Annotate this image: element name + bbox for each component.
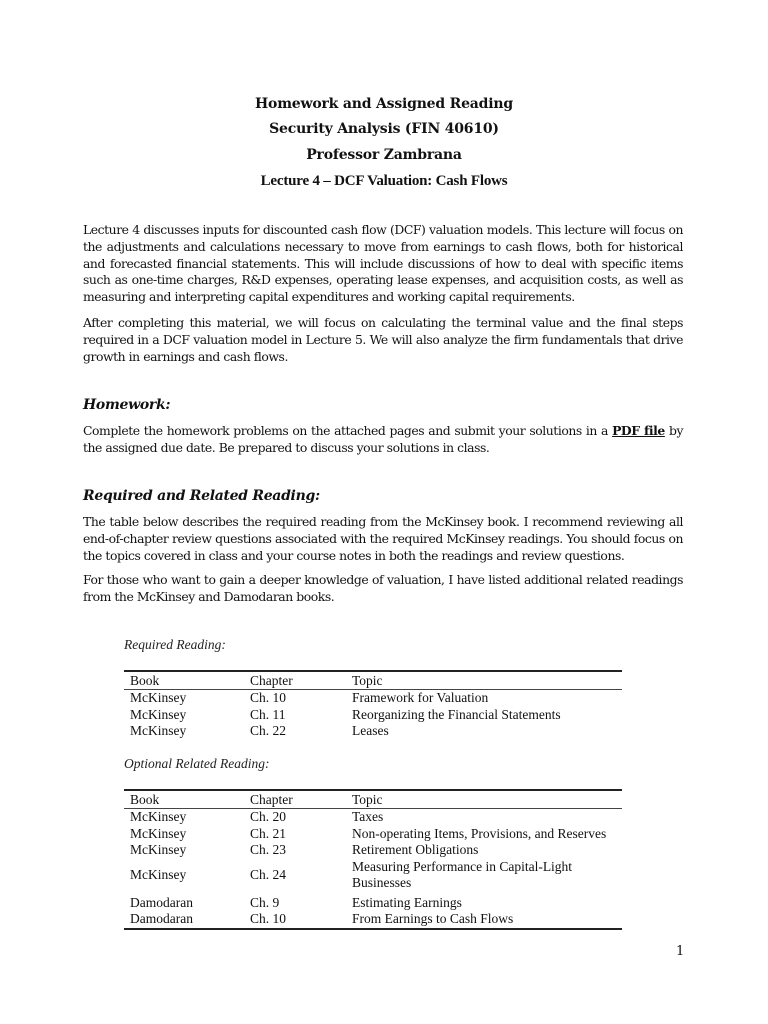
cell-topic: Leases bbox=[352, 723, 389, 739]
table-row bbox=[124, 809, 622, 826]
page-number: 1 bbox=[676, 944, 685, 959]
table-row bbox=[124, 859, 622, 891]
cell-book: McKinsey bbox=[130, 866, 187, 882]
cell-book: Damodaran bbox=[130, 894, 193, 910]
cell-topic: Non-operating Items, Provisions, and Reserves bbox=[352, 825, 607, 841]
cell-chapter: Ch. 21 bbox=[250, 825, 287, 841]
cell-book: McKinsey bbox=[130, 809, 187, 825]
table-row bbox=[124, 707, 622, 724]
table-header-row bbox=[124, 671, 622, 690]
table-row bbox=[124, 911, 622, 929]
cell-topic: Taxes bbox=[352, 809, 384, 825]
table-row bbox=[124, 891, 622, 912]
cell-topic: Retirement Obligations bbox=[352, 842, 479, 858]
intro-paragraph-1: Lecture 4 discusses inputs for discounted cash flow (DCF) valuation models. This lecture will focus on the adjustments and calculations necessary to move from earnings to cash flows, both for historical and forecasted financial statements. This will include discussions of how to deal with specific items such as one-time charges, R&D expenses, operating lease expenses, and acquisition costs, as well as measuring and interpreting capital expenditures and working capital requirements. bbox=[83, 222, 683, 305]
pdf-file-link[interactable]: PDF file bbox=[612, 423, 665, 438]
cell-book: Damodaran bbox=[124, 911, 244, 929]
column-header-chapter: Chapter bbox=[244, 790, 346, 809]
cell-book: McKinsey bbox=[130, 825, 187, 841]
required-reading-table bbox=[124, 670, 622, 740]
table-row bbox=[124, 723, 622, 740]
table-row bbox=[124, 826, 622, 843]
column-header-topic: Topic bbox=[346, 790, 622, 809]
optional-reading-caption: Optional Related Reading: bbox=[124, 756, 270, 771]
column-header-topic: Topic bbox=[346, 671, 622, 690]
lecture-title: Lecture 4 – DCF Valuation: Cash Flows bbox=[260, 173, 508, 189]
document-title: Homework and Assigned Reading bbox=[255, 96, 513, 112]
reading-heading: Required and Related Reading: bbox=[83, 488, 320, 504]
cell-chapter: Ch. 10 bbox=[250, 690, 287, 706]
cell-book: McKinsey bbox=[130, 690, 187, 706]
course-name: Security Analysis (FIN 40610) bbox=[269, 121, 499, 137]
homework-text-after: by the assigned due date. Be prepared to discuss your solutions in class. bbox=[83, 423, 684, 455]
cell-chapter: Ch. 23 bbox=[250, 842, 287, 858]
cell-topic: Estimating Earnings bbox=[352, 894, 462, 910]
reading-paragraph-1: The table below describes the required reading from the McKinsey book. I recommend reviewing all end-of-chapter review questions associated with the required McKinsey readings. You should focus on the topics covered in class and your course notes in both the readings and review questions. bbox=[83, 514, 683, 563]
cell-topic: From Earnings to Cash Flows bbox=[346, 911, 622, 929]
column-header-book: Book bbox=[124, 671, 244, 690]
cell-chapter: Ch. 20 bbox=[250, 809, 287, 825]
table-row bbox=[124, 690, 622, 707]
cell-chapter: Ch. 11 bbox=[250, 706, 286, 722]
cell-chapter: Ch. 24 bbox=[250, 866, 287, 882]
homework-text-before: Complete the homework problems on the attached pages and submit your solutions in a bbox=[83, 423, 613, 438]
table-row bbox=[124, 842, 622, 859]
required-reading-caption: Required Reading: bbox=[124, 637, 226, 652]
cell-book: McKinsey bbox=[130, 723, 187, 739]
column-header-book: Book bbox=[124, 790, 244, 809]
homework-paragraph bbox=[83, 423, 683, 457]
cell-topic: Measuring Performance in Capital-Light Businesses bbox=[352, 858, 573, 890]
optional-reading-table bbox=[124, 789, 622, 930]
table-header-row bbox=[124, 790, 622, 809]
professor-name: Professor Zambrana bbox=[306, 147, 462, 163]
cell-chapter: Ch. 9 bbox=[250, 894, 280, 910]
reading-paragraph-2: For those who want to gain a deeper knowledge of valuation, I have listed additional related readings from the McKinsey and Damodaran books. bbox=[83, 572, 683, 604]
cell-chapter: Ch. 10 bbox=[244, 911, 346, 929]
cell-topic: Reorganizing the Financial Statements bbox=[352, 706, 561, 722]
homework-heading: Homework: bbox=[83, 397, 171, 413]
cell-topic: Framework for Valuation bbox=[352, 690, 489, 706]
column-header-chapter: Chapter bbox=[244, 671, 346, 690]
cell-book: McKinsey bbox=[130, 842, 187, 858]
cell-chapter: Ch. 22 bbox=[250, 723, 287, 739]
intro-paragraph-2: After completing this material, we will focus on calculating the terminal value and the final steps required in a DCF valuation model in Lecture 5. We will also analyze the firm fundamentals that drive growth in earnings and cash flows. bbox=[83, 315, 683, 364]
cell-book: McKinsey bbox=[130, 706, 187, 722]
